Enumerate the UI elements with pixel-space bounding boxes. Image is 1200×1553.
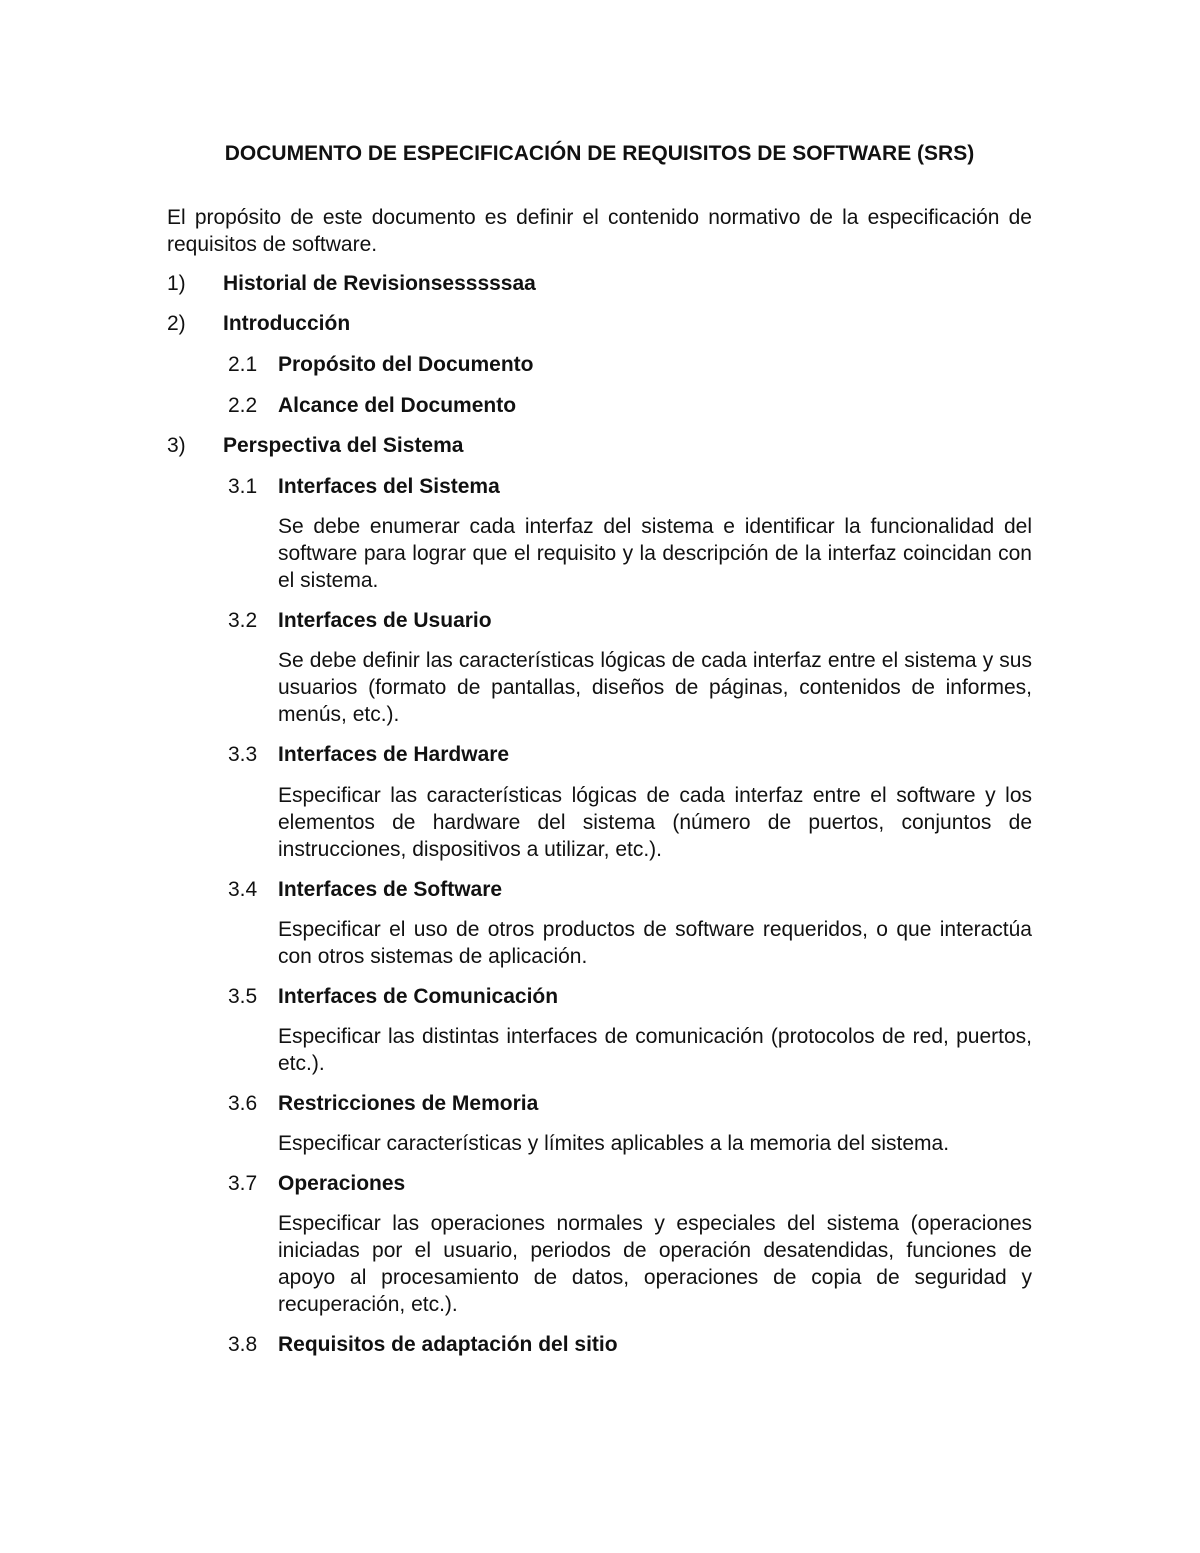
section-title: Interfaces de Software [278, 878, 503, 901]
section-title: Interfaces de Comunicación [278, 985, 559, 1008]
section-3-1-heading [167, 473, 1032, 500]
section-number: 3.3 [228, 743, 258, 766]
document-page [167, 138, 1032, 1358]
section-title: Restricciones de Memoria [278, 1092, 539, 1115]
section-title: Historial de Revisionsesssssaa [223, 272, 536, 295]
intro-paragraph: El propósito de este documento es definir el contenido normativo de la especificación de requisitos de software. [167, 206, 1032, 256]
section-3-6-heading [167, 1090, 1032, 1117]
section-number: 2) [167, 312, 186, 335]
section-3-2-heading [167, 607, 1032, 634]
section-number: 2.2 [228, 394, 258, 417]
section-3-4-body: Especificar el uso de otros productos de software requeridos, o que interactúa con otros sistemas de aplicación. [278, 918, 1032, 968]
section-number: 3.4 [228, 878, 258, 901]
section-title: Interfaces de Usuario [278, 609, 492, 632]
section-3-5-heading [167, 983, 1032, 1010]
document-title: DOCUMENTO DE ESPECIFICACIÓN DE REQUISITOS DE SOFTWARE (SRS) [224, 142, 975, 165]
section-3-7-heading [167, 1170, 1032, 1197]
section-3-2-body: Se debe definir las características lógicas de cada interfaz entre el sistema y sus usuarios (formato de pantallas, diseños de páginas, contenidos de informes, menús, etc.). [278, 649, 1032, 726]
section-number: 1) [167, 272, 186, 295]
section-title: Alcance del Documento [278, 394, 517, 417]
section-3-7-body: Especificar las operaciones normales y especiales del sistema (operaciones iniciadas por el usuario, periodos de operación desatendidas, funciones de apoyo al procesamiento de datos, operaciones de copia de seguridad y recuperación, etc.). [278, 1212, 1032, 1316]
section-2-heading [167, 310, 1032, 337]
section-number: 3.5 [228, 985, 258, 1008]
section-title: Operaciones [278, 1172, 406, 1195]
section-1-heading [167, 270, 1032, 297]
section-number: 3.8 [228, 1333, 258, 1356]
section-number: 3) [167, 434, 186, 457]
section-3-3-heading [167, 741, 1032, 768]
section-title: Introducción [223, 312, 351, 335]
section-number: 2.1 [228, 353, 258, 376]
section-title: Perspectiva del Sistema [223, 434, 464, 457]
section-title: Propósito del Documento [278, 353, 534, 376]
section-2-1-heading [167, 351, 1032, 378]
section-title: Interfaces de Hardware [278, 743, 510, 766]
section-3-4-heading [167, 876, 1032, 903]
section-title: Requisitos de adaptación del sitio [278, 1333, 618, 1356]
section-3-6-body: Especificar características y límites aplicables a la memoria del sistema. [278, 1132, 950, 1155]
section-title: Interfaces del Sistema [278, 475, 500, 498]
section-number: 3.1 [228, 475, 258, 498]
section-number: 3.7 [228, 1172, 258, 1195]
section-3-1-body: Se debe enumerar cada interfaz del sistema e identificar la funcionalidad del software para lograr que el requisito y la descripción de la interfaz coincidan con el sistema. [278, 515, 1032, 592]
section-3-5-body: Especificar las distintas interfaces de comunicación (protocolos de red, puertos, etc.). [278, 1025, 1032, 1075]
section-number: 3.2 [228, 609, 258, 632]
section-3-3-body: Especificar las características lógicas de cada interfaz entre el software y los elementos de hardware del sistema (número de puertos, conjuntos de instrucciones, dispositivos a utilizar, etc.). [278, 784, 1032, 861]
section-3-heading [167, 432, 1032, 459]
section-3-8-heading [167, 1331, 1032, 1358]
section-2-2-heading [167, 392, 1032, 419]
section-number: 3.6 [228, 1092, 258, 1115]
